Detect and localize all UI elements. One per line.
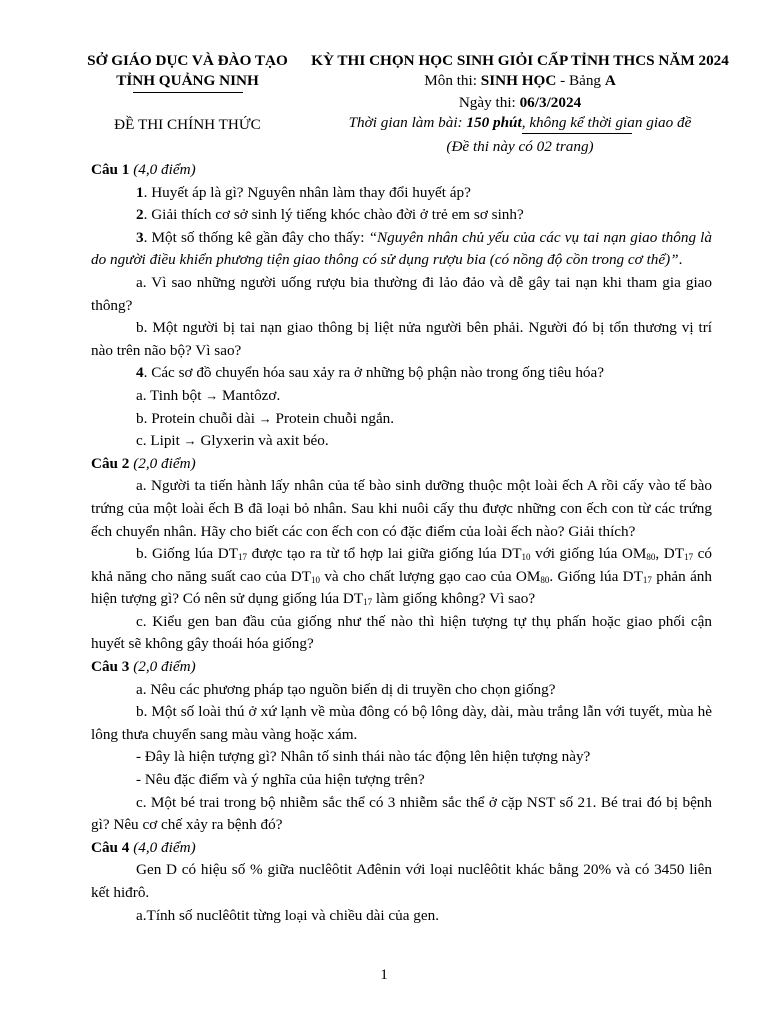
date-prefix: Ngày thi: bbox=[458, 94, 520, 111]
subject-line bbox=[300, 71, 740, 91]
board-prefix: - Bảng bbox=[556, 72, 605, 89]
item-number: 2 bbox=[136, 206, 144, 224]
subscript: 10 bbox=[311, 574, 321, 585]
q1-item-4b bbox=[91, 408, 712, 431]
subject-name: SINH HỌC bbox=[480, 72, 557, 89]
text: phản ánh hiện tượng gì? Có nên sử dụng giống lúa DT bbox=[91, 567, 712, 608]
q1-item-4c bbox=[91, 430, 712, 453]
time-underline bbox=[522, 133, 632, 134]
q2-item-c: c. Kiểu gen ban đầu của giống như thế nào thì hiện tượng tự thụ phấn hoặc giao phối cận huyết sẽ không gây thoái hóa giống? bbox=[91, 612, 712, 653]
question-label: Câu 4 bbox=[91, 838, 130, 856]
time-line bbox=[300, 113, 740, 133]
item-text: . Huyết áp là gì? Nguyên nhân làm thay đổi huyết áp? bbox=[143, 183, 471, 201]
subscript: 10 bbox=[521, 552, 531, 563]
q1-item-1 bbox=[91, 182, 712, 205]
exam-date-line bbox=[300, 93, 740, 113]
subscript: 80 bbox=[646, 552, 656, 563]
exam-body bbox=[91, 159, 712, 927]
q1-item-3 bbox=[91, 227, 712, 272]
question-1-heading bbox=[91, 159, 712, 182]
official-exam-label: ĐỀ THI CHÍNH THỨC bbox=[114, 116, 261, 133]
question-2-heading bbox=[91, 453, 712, 476]
item-number: 4 bbox=[136, 364, 144, 382]
text: . Giống lúa DT bbox=[549, 567, 643, 585]
subscript: 17 bbox=[642, 574, 652, 585]
department-name: SỞ GIÁO DỤC VÀ ĐÀO TẠO bbox=[87, 52, 288, 69]
item-text: . Các sơ đồ chuyển hóa sau xảy ra ở những bộ phận nào trong ống tiêu hóa? bbox=[143, 364, 604, 382]
time-value: 150 phút bbox=[466, 114, 522, 131]
scheme-left: a. Tinh bột bbox=[136, 386, 206, 404]
q2-item-a: a. Người ta tiến hành lấy nhân của tế bào sinh dưỡng thuộc một loài ếch A rồi cấy vào tế bào trứng của một loài ếch B đã loại bỏ nhân. Sau khi nuôi cấy thu được những con ếch con từ các trứng ếch chuyển nhân. Hãy cho biết các con ếch con có đặc điểm của loài ếch nào? Giải thích? bbox=[91, 477, 712, 540]
question-points: (2,0 điểm) bbox=[133, 658, 196, 676]
text: với giống lúa OM bbox=[530, 545, 647, 563]
exam-date: 06/3/2024 bbox=[519, 94, 582, 111]
pages-note: (Đề thi này có 02 trang) bbox=[446, 138, 594, 155]
item-quote: “Nguyên nhân chủ yếu của các vụ tai nạn giao thông là do người điều khiển phương tiện giao thông có sử dụng rượu bia (có nồng độ cồn trong cơ thể)” bbox=[91, 228, 712, 269]
province-name: TỈNH QUẢNG NINH bbox=[116, 72, 259, 89]
item-end: . bbox=[678, 251, 683, 269]
time-suffix: , không kể thời gian giao đề bbox=[521, 114, 692, 131]
subscript: 17 bbox=[363, 597, 373, 608]
q1-item-2 bbox=[91, 204, 712, 227]
arrow-icon: → bbox=[183, 433, 197, 449]
board-name: A bbox=[604, 72, 616, 89]
scheme-right: Mantôzơ. bbox=[218, 386, 281, 404]
subscript: 17 bbox=[238, 552, 247, 563]
scheme-right: Protein chuỗi ngắn. bbox=[271, 409, 395, 427]
text: làm giống không? Vì sao? bbox=[372, 590, 536, 608]
page-number: 1 bbox=[380, 966, 388, 983]
item-number: 1 bbox=[136, 183, 144, 201]
department-header bbox=[60, 51, 315, 93]
exam-header bbox=[300, 51, 740, 157]
question-label: Câu 2 bbox=[91, 454, 130, 472]
question-3-heading bbox=[91, 656, 712, 679]
q3-item-a: a. Nêu các phương pháp tạo nguồn biến dị di truyền cho chọn giống? bbox=[136, 680, 556, 698]
exam-title: KỲ THI CHỌN HỌC SINH GIỎI CẤP TỈNH THCS NĂM 2024 bbox=[311, 52, 729, 69]
arrow-icon: → bbox=[258, 410, 272, 426]
q3-item-b-dash-2: - Nêu đặc điểm và ý nghĩa của hiện tượng trên? bbox=[136, 771, 425, 789]
q4-intro: Gen D có hiệu số % giữa nuclêôtit Ađênin với loại nuclêôtit khác bằng 20% và có 3450 liên kết hiđrô. bbox=[91, 861, 712, 901]
q1-item-3a: a. Vì sao những người uống rượu bia thường đi lảo đảo và dễ gây tai nạn khi tham gia giao thông? bbox=[91, 273, 712, 314]
question-points: (2,0 điểm) bbox=[133, 454, 196, 472]
question-points: (4,0 điểm) bbox=[133, 161, 196, 178]
scheme-right: Glyxerin và axit béo. bbox=[196, 432, 329, 450]
text: được tạo ra từ tổ hợp lai giữa giống lúa DT bbox=[247, 545, 522, 563]
question-points: (4,0 điểm) bbox=[133, 838, 196, 856]
q2-item-b bbox=[91, 543, 712, 611]
scheme-left: c. Lipit bbox=[136, 432, 184, 450]
question-label: Câu 1 bbox=[91, 161, 130, 178]
q3-item-b-dash-1: - Đây là hiện tượng gì? Nhân tố sinh thái nào tác động lên hiện tượng này? bbox=[136, 748, 591, 766]
q4-item-a: a.Tính số nuclêôtit từng loại và chiều dài của gen. bbox=[136, 906, 440, 924]
item-number: 3 bbox=[136, 228, 144, 246]
subscript: 17 bbox=[684, 552, 694, 563]
q3-item-c: c. Một bé trai trong bộ nhiễm sắc thể có 3 nhiễm sắc thể ở cặp NST số 21. Bé trai đó bị bệnh gì? Nêu cơ chế xảy ra bệnh đó? bbox=[91, 793, 712, 834]
subject-prefix: Môn thi: bbox=[424, 72, 481, 89]
q3-item-b: b. Một số loài thú ở xứ lạnh về mùa đông có bộ lông dày, dài, màu trắng lẫn với tuyết, mùa hè lông thưa chuyển sang màu vàng hoặc xám. bbox=[91, 703, 712, 743]
text: , DT bbox=[655, 545, 685, 563]
q1-item-4a bbox=[91, 385, 712, 408]
time-prefix: Thời gian làm bài: bbox=[348, 114, 467, 131]
question-4-heading bbox=[91, 837, 712, 860]
subscript: 80 bbox=[540, 574, 550, 585]
scheme-left: b. Protein chuỗi dài bbox=[136, 409, 259, 427]
arrow-icon: → bbox=[205, 387, 219, 403]
item-text: . Giải thích cơ sở sinh lý tiếng khóc chào đời ở trẻ em sơ sinh? bbox=[143, 206, 524, 224]
text: có khả năng cho năng suất cao của DT bbox=[91, 545, 713, 585]
q1-item-4 bbox=[91, 362, 712, 385]
question-label: Câu 3 bbox=[91, 658, 130, 676]
text: và cho chất lượng gạo cao của OM bbox=[320, 567, 541, 585]
q1-item-3b: b. Một người bị tai nạn giao thông bị liệt nửa người bên phải. Người đó bị tổn thương vị trí nào trên não bộ? Vì sao? bbox=[91, 319, 712, 359]
header-underline bbox=[133, 92, 243, 93]
text: b. Giống lúa DT bbox=[136, 545, 238, 563]
item-text: . Một số thống kê gần đây cho thấy: bbox=[143, 228, 369, 246]
